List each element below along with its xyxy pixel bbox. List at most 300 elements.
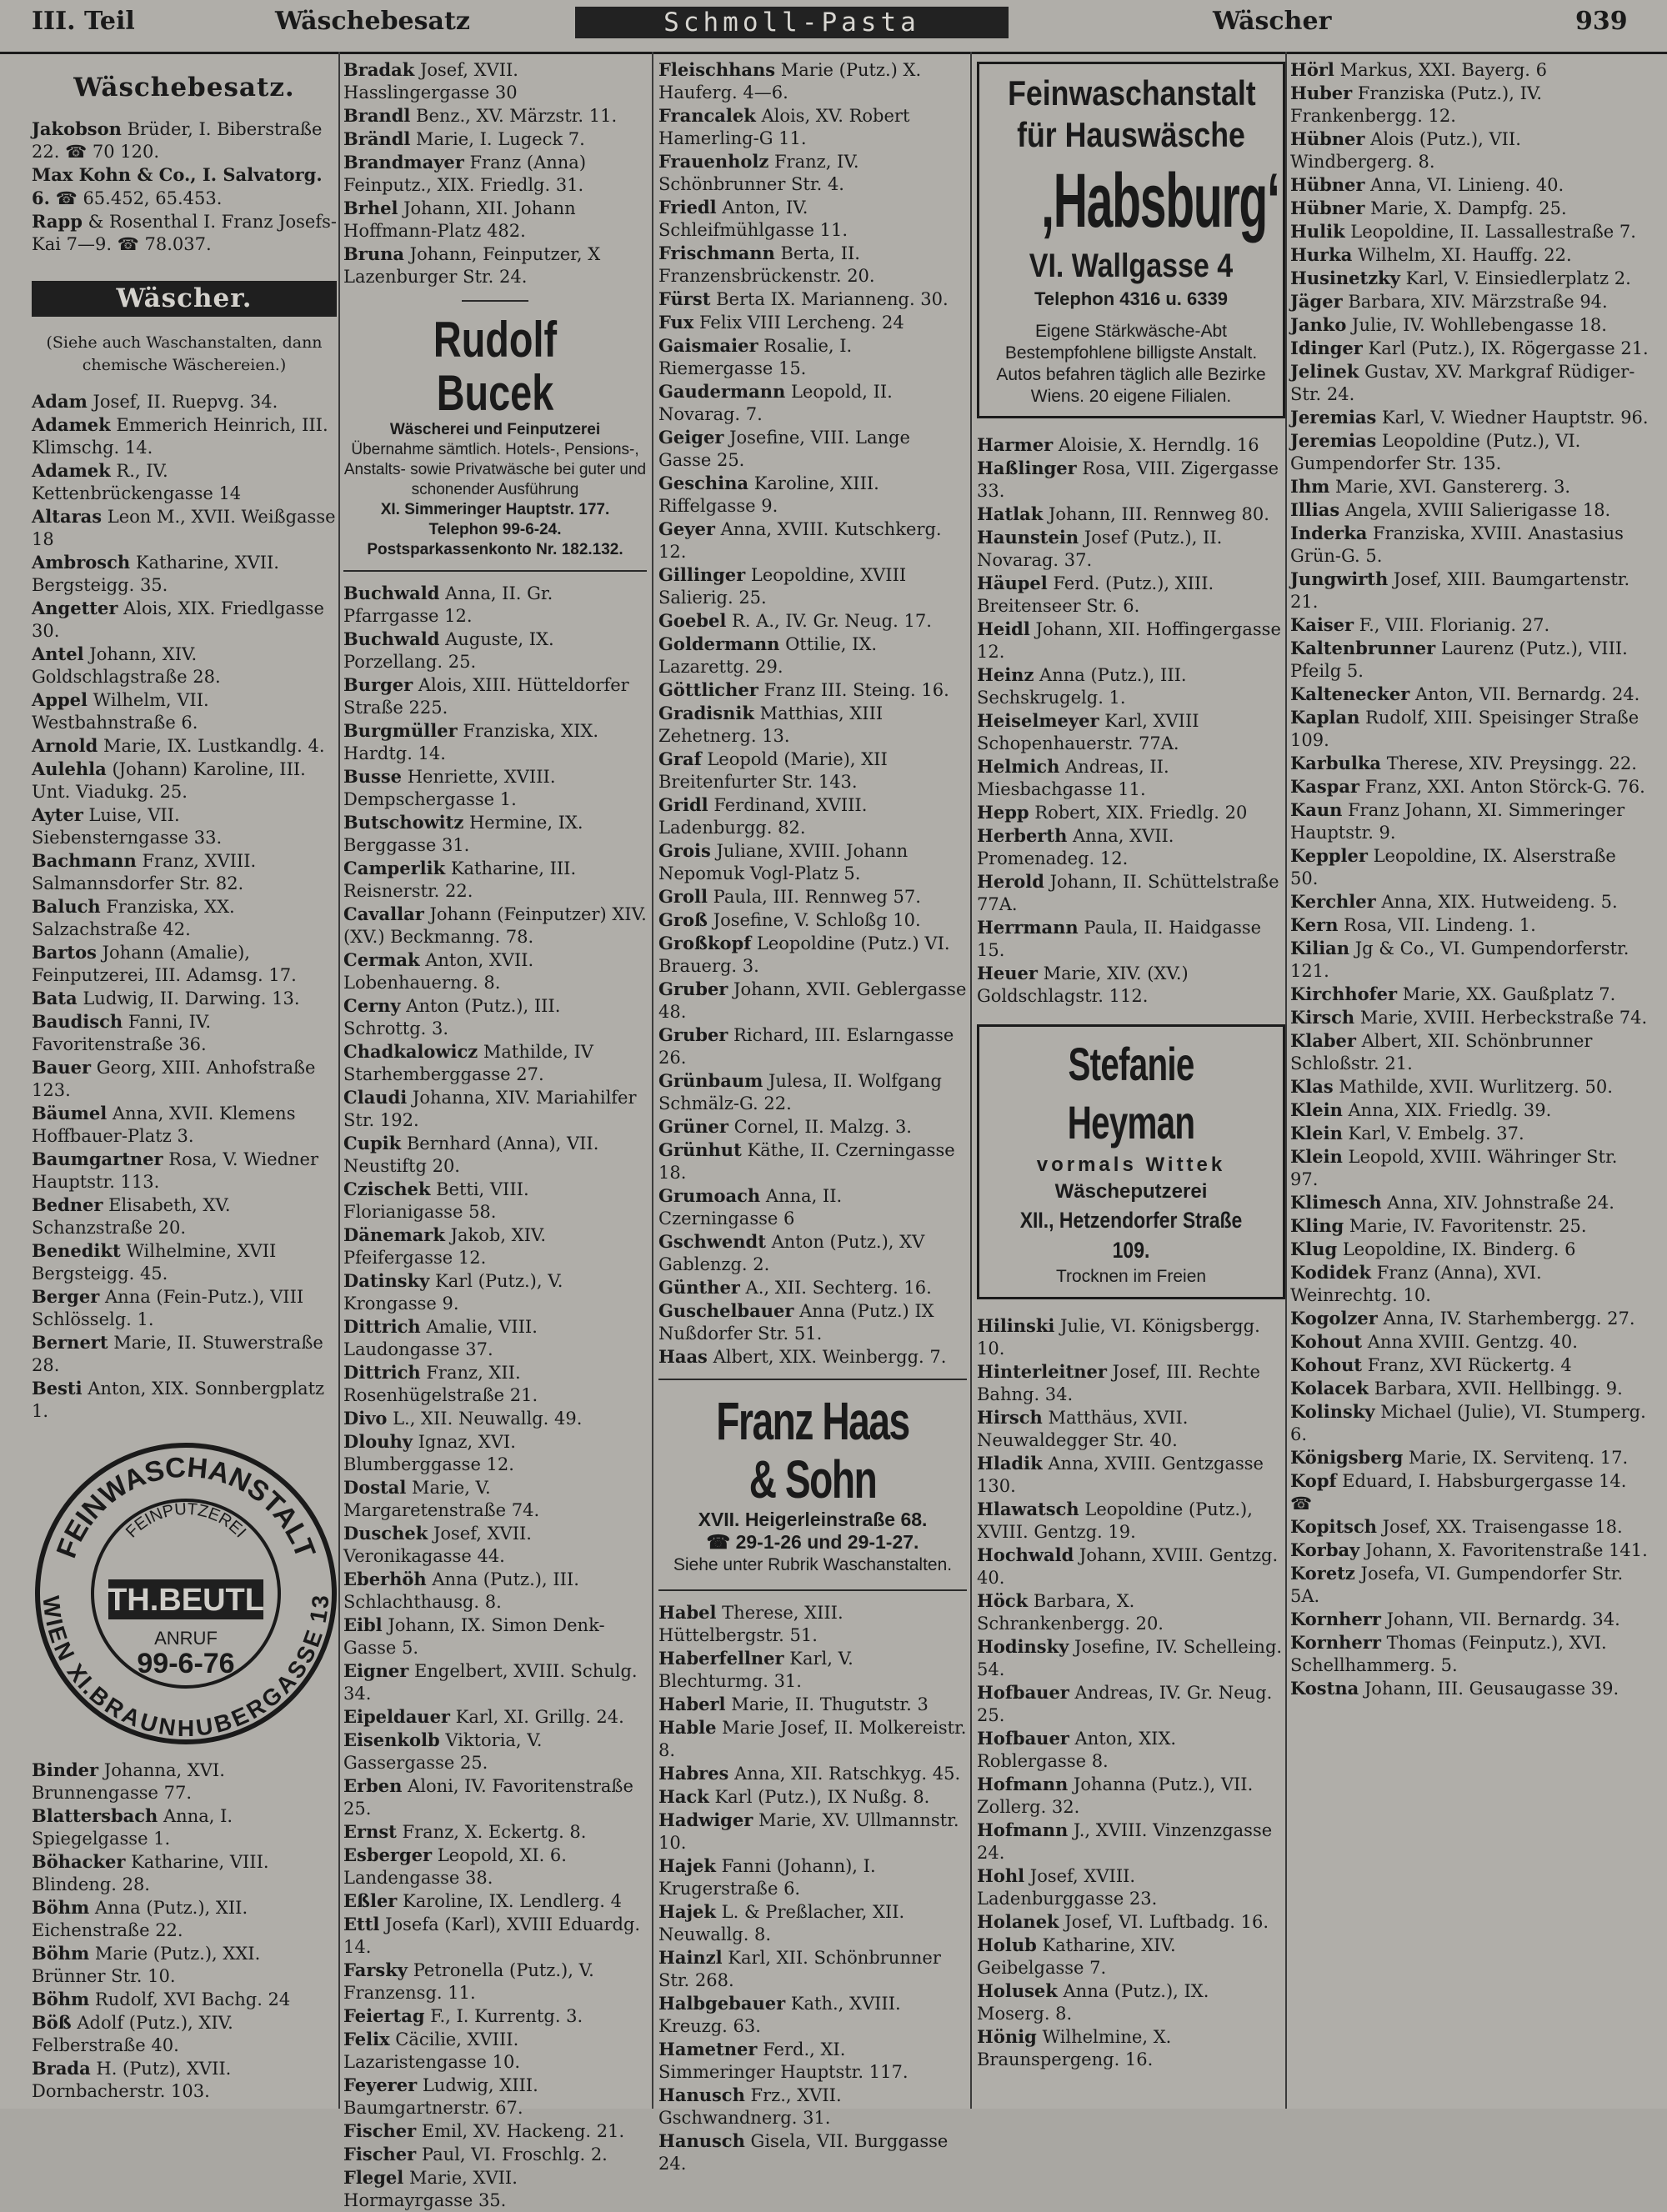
entry-details: Franz (Anna) Feinputz., XIX. Friedlg. 31. bbox=[343, 153, 587, 195]
entry-details: Therese, XIV. Preysingg. 22. bbox=[1381, 753, 1637, 773]
entry-details: Karl, XII. Schönbrunner Str. 268. bbox=[658, 1948, 941, 1990]
entry-name: Kohout bbox=[1290, 1331, 1363, 1352]
entry-details: Johann (Feinputzer) XIV. (XV.) Beckmanng. 78. bbox=[343, 904, 647, 947]
entry-name: Jäger bbox=[1290, 291, 1343, 312]
entry-details: Marie, I. Lugeck 7. bbox=[410, 129, 585, 149]
entry-name: Gschwendt bbox=[658, 1231, 766, 1252]
entry-details: Jakob, XIV. Pfeifergasse 12. bbox=[343, 1225, 547, 1268]
directory-entry bbox=[32, 1194, 337, 1239]
entry-name: Kerchler bbox=[1290, 891, 1376, 912]
entry-details: Leopoldine, XVIII Salierig. 25. bbox=[658, 565, 907, 608]
entry-name: Böß bbox=[32, 2012, 72, 2033]
entry-details: Josef, XVII. Hasslingergasse 30 bbox=[343, 60, 518, 103]
directory-entry bbox=[1290, 522, 1649, 568]
entry-details: Josefa, VI. Gumpendorfer Str. 5A. bbox=[1290, 1564, 1624, 1606]
entry-name: Bernert bbox=[32, 1332, 108, 1353]
directory-entry bbox=[658, 334, 967, 380]
directory-entry bbox=[1290, 775, 1649, 798]
entry-name: Fleischhans bbox=[658, 59, 776, 80]
entry-name: Hübner bbox=[1290, 198, 1365, 218]
directory-entry bbox=[1290, 890, 1649, 913]
entry-details: Ferd. (Putz.), XIII. Breitenseer Str. 6. bbox=[977, 573, 1214, 616]
directory-entry bbox=[32, 1377, 337, 1423]
separator bbox=[343, 570, 647, 572]
directory-entry bbox=[1290, 613, 1649, 637]
directory-entry bbox=[32, 1759, 337, 1804]
entry-name: Heinz bbox=[977, 664, 1034, 685]
entry-name: Kaspar bbox=[1290, 776, 1360, 797]
directory-entry bbox=[343, 2004, 647, 2028]
entry-details: & Rosenthal I. Franz Josefs-Kai 7—9. ☎ 78.037. bbox=[32, 212, 337, 254]
directory-entry bbox=[343, 1959, 647, 2004]
entry-details: Fanni, IV. Favoritenstraße 36. bbox=[32, 1012, 212, 1054]
entry-name: Adam bbox=[32, 391, 88, 412]
entry-details: Johann, XII. Johann Hoffmann-Platz 482. bbox=[343, 198, 576, 241]
entry-name: Geiger bbox=[658, 427, 724, 448]
directory-entry bbox=[343, 857, 647, 903]
directory-entry bbox=[1290, 1677, 1649, 1700]
entry-name: Eibl bbox=[343, 1614, 383, 1635]
directory-entry bbox=[32, 1942, 337, 1988]
entry-details: Leopoldine, IX. Binderg. 6 bbox=[1337, 1239, 1576, 1259]
entry-details: Petronella (Putz.), V. Franzensg. 11. bbox=[343, 1960, 594, 2003]
directory-entry bbox=[977, 433, 1285, 457]
entry-name: Binder bbox=[32, 1759, 99, 1780]
directory-entry bbox=[658, 150, 967, 196]
directory-entry bbox=[1290, 429, 1649, 475]
entry-name: Göttlicher bbox=[658, 679, 758, 700]
directory-entry bbox=[343, 1844, 647, 1889]
ad-phone: ☎ 29-1-26 und 29-1-27. bbox=[706, 1531, 919, 1553]
entry-details: Wilhelmine, XVII Bergsteigg. 45. bbox=[32, 1241, 277, 1284]
entry-details: Engelbert, XVIII. Schulg. 34. bbox=[343, 1661, 638, 1704]
directory-entry bbox=[977, 1406, 1285, 1452]
directory-entry bbox=[1290, 475, 1649, 498]
entry-name: Kern bbox=[1290, 914, 1339, 935]
directory-entry bbox=[32, 413, 337, 459]
entry-name: Graf bbox=[658, 748, 702, 769]
directory-entry bbox=[658, 2129, 967, 2175]
column-4 bbox=[977, 58, 1285, 2071]
entry-name: Bäumel bbox=[32, 1103, 108, 1124]
entry-name: Frischmann bbox=[658, 243, 775, 263]
directory-entry bbox=[658, 609, 967, 633]
entry-details: Wilhelm, XI. Hauffg. 22. bbox=[1352, 245, 1572, 265]
ad-line: Trocknen im Freien bbox=[1055, 1267, 1207, 1286]
entry-name: Feiertag bbox=[343, 2005, 425, 2026]
entry-details: Viktoria, V. Gassergasse 25. bbox=[343, 1730, 543, 1773]
ad-address: XVII. Heigerleinstraße 68. bbox=[698, 1509, 928, 1530]
entry-name: Herold bbox=[977, 871, 1044, 892]
directory-entry bbox=[658, 1276, 967, 1299]
entry-details: Gisela, VII. Burggasse 24. bbox=[658, 2131, 949, 2174]
entry-details: Josefine, VIII. Lange Gasse 25. bbox=[658, 428, 910, 470]
entry-list bbox=[658, 1601, 967, 2175]
separator bbox=[462, 300, 528, 302]
entry-details: Matthias, XIII Zehetnerg. 13. bbox=[658, 703, 884, 746]
entry-details: Karl, V. Embelg. 37. bbox=[1342, 1124, 1524, 1144]
directory-entry bbox=[343, 903, 647, 948]
directory-entry bbox=[32, 688, 337, 734]
directory-entry bbox=[1290, 937, 1649, 983]
entry-details: Käthe, II. Czerningasse 18. bbox=[658, 1140, 955, 1183]
entry-name: Ettl bbox=[343, 1914, 380, 1934]
header-banner: Schmoll-Pasta bbox=[575, 7, 1009, 38]
directory-entry bbox=[977, 1314, 1285, 1360]
directory-entry bbox=[343, 2166, 647, 2212]
stamp-anruf: ANRUF bbox=[154, 1628, 218, 1649]
entry-name: Burgmüller bbox=[343, 720, 458, 741]
entry-name: Esberger bbox=[343, 1844, 433, 1865]
directory-entry bbox=[977, 1910, 1285, 1934]
directory-entry bbox=[658, 1693, 967, 1716]
entry-name: Gridl bbox=[658, 794, 708, 815]
entry-details: Anna, XIX. Friedlg. 39. bbox=[1342, 1100, 1552, 1120]
directory-entry bbox=[1290, 1122, 1649, 1145]
entry-details: Barbara, XIV. Märzstraße 94. bbox=[1342, 292, 1608, 312]
entry-name: Hladik bbox=[977, 1453, 1043, 1474]
entry-name: Grumoach bbox=[658, 1185, 761, 1206]
entry-details: Franz (Anna), XVI. Weinrechtg. 10. bbox=[1290, 1263, 1542, 1305]
entry-details: Paula, III. Rennweg 57. bbox=[707, 887, 921, 907]
directory-entry bbox=[658, 1854, 967, 1900]
directory-entry bbox=[343, 1269, 647, 1315]
directory-entry bbox=[658, 793, 967, 839]
directory-entry bbox=[1290, 1562, 1649, 1608]
entry-details: F., VIII. Florianig. 27. bbox=[1354, 615, 1550, 635]
entry-details: Anton (Putz.), III. Schrottg. 3. bbox=[343, 996, 561, 1038]
directory-entry bbox=[977, 1773, 1285, 1819]
entry-name: Klein bbox=[1290, 1099, 1343, 1120]
entry-name: Brandmayer bbox=[343, 152, 464, 173]
cross-reference-note: (Siehe auch Waschanstalten, dann chemische Wäschereien.) bbox=[46, 333, 323, 374]
directory-entry bbox=[32, 1285, 337, 1331]
directory-entry bbox=[658, 1647, 967, 1693]
directory-entry bbox=[658, 2038, 967, 2084]
directory-entry bbox=[977, 1452, 1285, 1498]
entry-details: Alois, XIII. Hütteldorfer Straße 225. bbox=[343, 675, 629, 718]
entry-name: Herberth bbox=[977, 825, 1068, 846]
entry-details: Johann, XIV. Goldschlagstraße 28. bbox=[32, 644, 221, 687]
entry-name: Groß bbox=[658, 909, 708, 930]
entry-details: Alois, XV. Robert Hamerling-G 11. bbox=[658, 106, 910, 148]
entry-name: Böhacker bbox=[32, 1851, 126, 1872]
directory-entry bbox=[343, 1407, 647, 1430]
entry-name: Hable bbox=[658, 1717, 717, 1738]
entry-details: Marie, XVIII. Herbeckstraße 74. bbox=[1354, 1008, 1648, 1028]
entry-details: Karl (Putz.), V. Krongasse 9. bbox=[343, 1271, 563, 1314]
entry-name: Halbgebauer bbox=[658, 1993, 786, 2014]
directory-entry bbox=[977, 709, 1285, 755]
directory-entry bbox=[343, 1522, 647, 1568]
directory-entry bbox=[32, 210, 337, 256]
entry-name: Koretz bbox=[1290, 1563, 1355, 1584]
page-header bbox=[0, 0, 1667, 54]
entry-details: Anton, XIX. Sonnbergplatz 1. bbox=[32, 1379, 325, 1421]
entry-name: Datinsky bbox=[343, 1270, 430, 1291]
entry-details: Josefine, V. Schloßg 10. bbox=[707, 910, 921, 930]
entry-details: Anna, XVII. Klemens Hoffbauer-Platz 3. bbox=[32, 1103, 296, 1146]
ad-line: Wäscheputzerei bbox=[1054, 1180, 1208, 1203]
entry-name: Goldermann bbox=[658, 633, 780, 654]
entry-name: Herrmann bbox=[977, 917, 1079, 938]
entry-details: Anna (Putz.) IX Nußdorfer Str. 51. bbox=[658, 1301, 934, 1344]
directory-entry bbox=[1290, 360, 1649, 406]
entry-name: Arnold bbox=[32, 735, 98, 756]
entry-name: Ernst bbox=[343, 1821, 397, 1842]
entry-details: Betti, VIII. Florianigasse 58. bbox=[343, 1179, 529, 1222]
directory-entry bbox=[977, 1864, 1285, 1910]
directory-entry bbox=[32, 597, 337, 643]
directory-entry bbox=[343, 628, 647, 673]
directory-entry bbox=[32, 987, 337, 1010]
entry-name: Dittrich bbox=[343, 1362, 421, 1383]
entry-details: Anton, XIX. Roblergasse 8. bbox=[977, 1729, 1177, 1771]
directory-entry bbox=[658, 885, 967, 908]
entry-name: Gillinger bbox=[658, 564, 746, 585]
directory-entry bbox=[1290, 1261, 1649, 1307]
stamp-address: WIEN XI.BRAUNHUBERGASSE 13 bbox=[38, 1594, 334, 1741]
directory-entry bbox=[1290, 913, 1649, 937]
entry-details: Ignaz, XVI. Blumberggasse 12. bbox=[343, 1432, 516, 1474]
beutl-stamp bbox=[32, 1439, 340, 1748]
entry-details: Anton, IV. Schleifmühlgasse 11. bbox=[658, 198, 849, 240]
entry-name: Haas bbox=[658, 1346, 708, 1367]
entry-details: Adolf (Putz.), XIV. Felberstraße 40. bbox=[32, 2013, 233, 2055]
directory-entry bbox=[1290, 1469, 1649, 1515]
directory-entry bbox=[1290, 173, 1649, 197]
directory-entry bbox=[343, 1820, 647, 1844]
directory-entry bbox=[658, 104, 967, 150]
entry-name: Hodinsky bbox=[977, 1636, 1069, 1657]
directory-entry bbox=[1290, 1075, 1649, 1098]
entry-name: Berger bbox=[32, 1286, 100, 1307]
directory-entry bbox=[1290, 983, 1649, 1006]
directory-entry bbox=[1290, 706, 1649, 752]
entry-name: Claudi bbox=[343, 1087, 408, 1108]
directory-entry bbox=[343, 1086, 647, 1132]
directory-entry bbox=[1290, 1377, 1649, 1400]
svg-text:FEINPUTZEREI bbox=[123, 1500, 249, 1542]
header-right-section: Wäscher bbox=[1213, 7, 1332, 36]
entry-details: Wilhelm, VII. Westbahnstraße 6. bbox=[32, 690, 209, 733]
entry-name: Chadkalowicz bbox=[343, 1041, 478, 1062]
entry-name: Blattersbach bbox=[32, 1805, 158, 1826]
entry-details: Robert, XIX. Friedlg. 20 bbox=[1029, 803, 1248, 823]
directory-entry bbox=[1290, 1307, 1649, 1330]
entry-list bbox=[658, 58, 967, 1369]
entry-details: Thomas (Feinputz.), XVI. Schellhammerg. 5. bbox=[1290, 1633, 1607, 1675]
directory-entry bbox=[32, 758, 337, 803]
entry-name: Kaiser bbox=[1290, 614, 1354, 635]
entry-name: Kodidek bbox=[1290, 1262, 1372, 1283]
entry-name: Königsberg bbox=[1290, 1447, 1404, 1468]
entry-details: Katharine, XVII. Bergsteigg. 35. bbox=[32, 553, 279, 595]
entry-details: Michael (Julie), VI. Stumperg. 6. bbox=[1290, 1402, 1646, 1444]
entry-name: Divo bbox=[343, 1408, 388, 1429]
entry-details: Karl, XVIII Schopenhauerstr. 77A. bbox=[977, 711, 1199, 753]
directory-entry bbox=[1290, 1029, 1649, 1075]
entry-details: Franz, XXI. Anton Störck-G. 76. bbox=[1359, 777, 1645, 797]
entry-details: Emil, XV. Hackeng. 21. bbox=[416, 2121, 625, 2141]
entry-name: Holusek bbox=[977, 1980, 1058, 2001]
directory-entry bbox=[343, 1774, 647, 1820]
entry-details: Anna, II. Czerningasse 6 bbox=[658, 1186, 843, 1229]
entry-name: Frauenholz bbox=[658, 151, 769, 172]
directory-entry bbox=[1290, 1191, 1649, 1214]
header-part: III. Teil bbox=[32, 7, 135, 36]
entry-details: Karl, V. Einsiedlerplatz 2. bbox=[1399, 268, 1631, 288]
entry-name: Fischer bbox=[343, 2144, 417, 2164]
entry-details: Berta, II. Franzensbrückenstr. 20. bbox=[658, 243, 875, 286]
entry-details: Karoline, IX. Lendlerg. 4 bbox=[397, 1891, 622, 1911]
directory-entry bbox=[658, 2084, 967, 2129]
directory-entry bbox=[343, 1913, 647, 1959]
entry-name: Kohout bbox=[1290, 1354, 1363, 1375]
entry-name: Grois bbox=[658, 840, 711, 861]
entry-details: Kath., XVIII. Kreuzg. 63. bbox=[658, 1994, 901, 2036]
directory-entry bbox=[658, 1762, 967, 1785]
stamp-ring-text: FEINWASCHANSTALT bbox=[50, 1451, 322, 1563]
entry-details: Leopold, XVIII. Währinger Str. 97. bbox=[1290, 1147, 1618, 1189]
separator bbox=[658, 1589, 967, 1591]
directory-entry bbox=[658, 1992, 967, 2038]
directory-entry bbox=[977, 1819, 1285, 1864]
entry-details: Leopold, XI. 6. Landengasse 38. bbox=[343, 1845, 567, 1888]
entry-name: Goebel bbox=[658, 610, 727, 631]
entry-name: Hanusch bbox=[658, 2084, 745, 2105]
entry-name: Heidl bbox=[977, 618, 1030, 639]
entry-details: Gustav, XV. Markgraf Rüdiger-Str. 24. bbox=[1290, 362, 1635, 404]
directory-entry bbox=[1290, 683, 1649, 706]
entry-name: Dlouhy bbox=[343, 1431, 413, 1452]
directory-entry bbox=[658, 380, 967, 426]
directory-entry bbox=[343, 948, 647, 994]
entry-details: Karoline, XIII. Riffelgasse 9. bbox=[658, 473, 879, 516]
entry-name: Kling bbox=[1290, 1215, 1344, 1236]
directory-entry bbox=[32, 2057, 337, 2103]
entry-details: Matthäus, XVII. Neuwaldegger Str. 40. bbox=[977, 1408, 1189, 1450]
entry-name: Hofbauer bbox=[977, 1682, 1069, 1703]
entry-details: Johann, X. Favoritenstraße 141. bbox=[1359, 1540, 1648, 1560]
entry-name: Cermak bbox=[343, 949, 420, 970]
column-divider bbox=[652, 52, 653, 2109]
entry-details: Franz, XII. Rosenhügelstraße 21. bbox=[343, 1363, 538, 1405]
ad-note: Siehe unter Rubrik Waschanstalten. bbox=[673, 1555, 953, 1574]
directory-entry bbox=[343, 197, 647, 243]
directory-entry bbox=[343, 1729, 647, 1774]
entry-details: Rosa, VII. Lindeng. 1. bbox=[1338, 915, 1536, 935]
entry-details: Anna, XIV. Johnstraße 24. bbox=[1381, 1193, 1614, 1213]
entry-name: Großkopf bbox=[658, 933, 752, 953]
entry-name: Baudisch bbox=[32, 1011, 123, 1032]
directory-entry bbox=[977, 1498, 1285, 1544]
entry-details: Leopold, II. Novarag. 7. bbox=[658, 382, 893, 424]
entry-details: Johann, Feinputzer, X Lazenburger Str. 24. bbox=[343, 244, 601, 287]
directory-entry bbox=[343, 128, 647, 151]
entry-details: Ferd., XI. Simmeringer Hauptstr. 117. bbox=[658, 2039, 909, 2082]
entry-name: Ayter bbox=[32, 804, 83, 825]
entry-details: Anna, II. Gr. Pfarrgasse 12. bbox=[343, 583, 553, 626]
stamp-phone: 99-6-76 bbox=[137, 1648, 235, 1679]
stamp-name: TH.BEUTL bbox=[108, 1583, 264, 1618]
entry-details: Marie, XVII. Hormayrgasse 35. bbox=[343, 2168, 518, 2210]
entry-name: Bauer bbox=[32, 1057, 92, 1078]
entry-details: Johann, III. Rennweg 80. bbox=[1043, 504, 1269, 524]
entry-details: Leopold (Marie), XII Breitenfurter Str. 143. bbox=[658, 749, 888, 792]
entry-name: Hulik bbox=[1290, 221, 1345, 242]
directory-entry bbox=[343, 1659, 647, 1705]
directory-entry bbox=[32, 643, 337, 688]
entry-name: Hack bbox=[658, 1786, 709, 1807]
directory-entry bbox=[1290, 313, 1649, 337]
entry-details: Cornel, II. Malzg. 3. bbox=[728, 1117, 912, 1137]
directory-entry bbox=[977, 962, 1285, 1008]
entry-name: Dostal bbox=[343, 1477, 407, 1498]
entry-name: Hochwald bbox=[977, 1544, 1074, 1565]
entry-details: Eduard, I. Habsburgergasse 14. ☎ bbox=[1290, 1471, 1627, 1514]
entry-details: Angela, XVIII Salierigasse 18. bbox=[1339, 500, 1611, 520]
entry-details: Franziska, XX. Salzachstraße 42. bbox=[32, 897, 235, 939]
entry-name: Eigner bbox=[343, 1660, 409, 1681]
directory-entry bbox=[1290, 568, 1649, 613]
entry-name: Hofbauer bbox=[977, 1728, 1069, 1749]
entry-details: Katharine, VIII. Blindeng. 28. bbox=[32, 1852, 269, 1894]
entry-details: Leopoldine, II. Lassallestraße 7. bbox=[1344, 222, 1636, 242]
directory-entry bbox=[977, 2025, 1285, 2071]
entry-list bbox=[32, 118, 337, 256]
entry-name: Hirsch bbox=[977, 1407, 1043, 1428]
entry-details: Franz, X. Eckertg. 8. bbox=[396, 1822, 587, 1842]
ad-line: für Hauswäsche bbox=[1017, 115, 1245, 154]
entry-details: Josef (Putz.), II. Novarag. 37. bbox=[977, 528, 1223, 570]
entry-name: Kaun bbox=[1290, 799, 1343, 820]
entry-name: Höck bbox=[977, 1590, 1029, 1611]
ad-name: Stefanie Heyman bbox=[1067, 1038, 1195, 1149]
directory-entry bbox=[658, 472, 967, 518]
directory-entry bbox=[32, 551, 337, 597]
entry-name: Bruna bbox=[343, 243, 404, 264]
entry-name: Max Kohn & Co., I. Salvatorg. 6. bbox=[32, 164, 323, 208]
entry-details: Marie, XX. Gaußplatz 7. bbox=[1397, 984, 1616, 1004]
entry-name: Eberhöh bbox=[343, 1569, 427, 1589]
entry-name: Habel bbox=[658, 1602, 717, 1623]
entry-name: Baluch bbox=[32, 896, 101, 917]
header-section: Wäschebesatz bbox=[275, 7, 470, 36]
entry-details: Anton, XVII. Lobenhauerng. 8. bbox=[343, 950, 534, 993]
entry-name: Bedner bbox=[32, 1194, 103, 1215]
directory-entry bbox=[658, 702, 967, 748]
entry-details: Anna, XII. Ratschkyg. 45. bbox=[728, 1764, 961, 1784]
directory-entry bbox=[658, 633, 967, 678]
entry-details: Johann, IX. Simon Denk-Gasse 5. bbox=[343, 1615, 605, 1658]
entry-name: Gaismaier bbox=[658, 335, 758, 356]
section-title-waescher: Wäscher. bbox=[32, 281, 337, 317]
directory-entry bbox=[977, 916, 1285, 962]
directory-entry bbox=[658, 58, 967, 104]
ad-address: VI. Wallgasse 4 bbox=[1029, 248, 1234, 284]
entry-name: Hohl bbox=[977, 1865, 1025, 1886]
entry-name: Hurka bbox=[1290, 244, 1353, 265]
entry-details: Franz Johann, XI. Simmeringer Hauptstr. 9. bbox=[1290, 800, 1625, 843]
directory-entry bbox=[1290, 1354, 1649, 1377]
entry-name: Grüner bbox=[658, 1116, 728, 1137]
directory-entry bbox=[658, 932, 967, 978]
directory-entry bbox=[1290, 58, 1649, 82]
entry-list bbox=[32, 390, 337, 1423]
entry-name: Dänemark bbox=[343, 1224, 445, 1245]
entry-name: Aulehla bbox=[32, 758, 107, 779]
